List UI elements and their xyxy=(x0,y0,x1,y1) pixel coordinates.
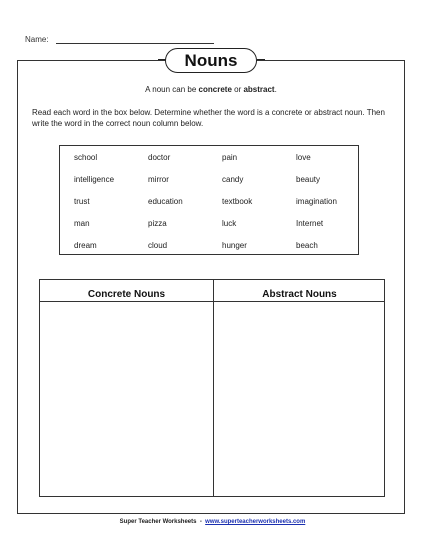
title-tick-right xyxy=(257,59,265,60)
footer xyxy=(0,519,425,525)
word-item: intelligence xyxy=(74,175,115,184)
column-divider xyxy=(213,280,214,496)
intro-concrete: concrete xyxy=(198,85,232,94)
footer-separator: - xyxy=(196,519,206,525)
instructions: Read each word in the box below. Determine whether the word is a concrete or abstract noun. Then write the word in the correct noun column below. xyxy=(32,108,385,128)
word-item: luck xyxy=(222,219,237,228)
word-item: textbook xyxy=(222,197,253,206)
word-item: beach xyxy=(296,241,318,250)
word-item: trust xyxy=(74,197,90,206)
name-label: Name: xyxy=(25,35,49,44)
word-item: candy xyxy=(222,175,244,184)
intro-suffix: . xyxy=(274,85,277,94)
word-item: imagination xyxy=(296,197,337,206)
noun-columns xyxy=(39,279,385,497)
word-item: education xyxy=(148,197,183,206)
name-line[interactable] xyxy=(56,43,214,44)
word-item: pain xyxy=(222,153,238,162)
word-item: Internet xyxy=(296,219,324,228)
word-item: man xyxy=(74,219,90,228)
word-item: cloud xyxy=(148,241,168,250)
intro-prefix: A noun can be xyxy=(145,85,199,94)
word-item: hunger xyxy=(222,241,247,250)
footer-brand: Super Teacher Worksheets xyxy=(119,519,197,525)
word-box xyxy=(59,145,359,255)
word-item: dream xyxy=(74,241,97,250)
header-underline xyxy=(40,301,384,302)
word-item: pizza xyxy=(148,219,167,228)
concrete-column-header: Concrete Nouns xyxy=(87,289,166,300)
intro-mid: or xyxy=(231,85,244,94)
worksheet-title: Nouns xyxy=(165,48,257,73)
word-item: mirror xyxy=(148,175,169,184)
word-item: doctor xyxy=(148,153,171,162)
word-item: school xyxy=(74,153,98,162)
abstract-column-header: Abstract Nouns xyxy=(262,289,337,300)
footer-link[interactable]: www.superteacherworksheets.com xyxy=(205,519,306,525)
word-item: love xyxy=(296,153,311,162)
intro-text xyxy=(17,85,405,94)
intro-abstract: abstract xyxy=(243,85,275,94)
word-item: beauty xyxy=(296,175,321,184)
